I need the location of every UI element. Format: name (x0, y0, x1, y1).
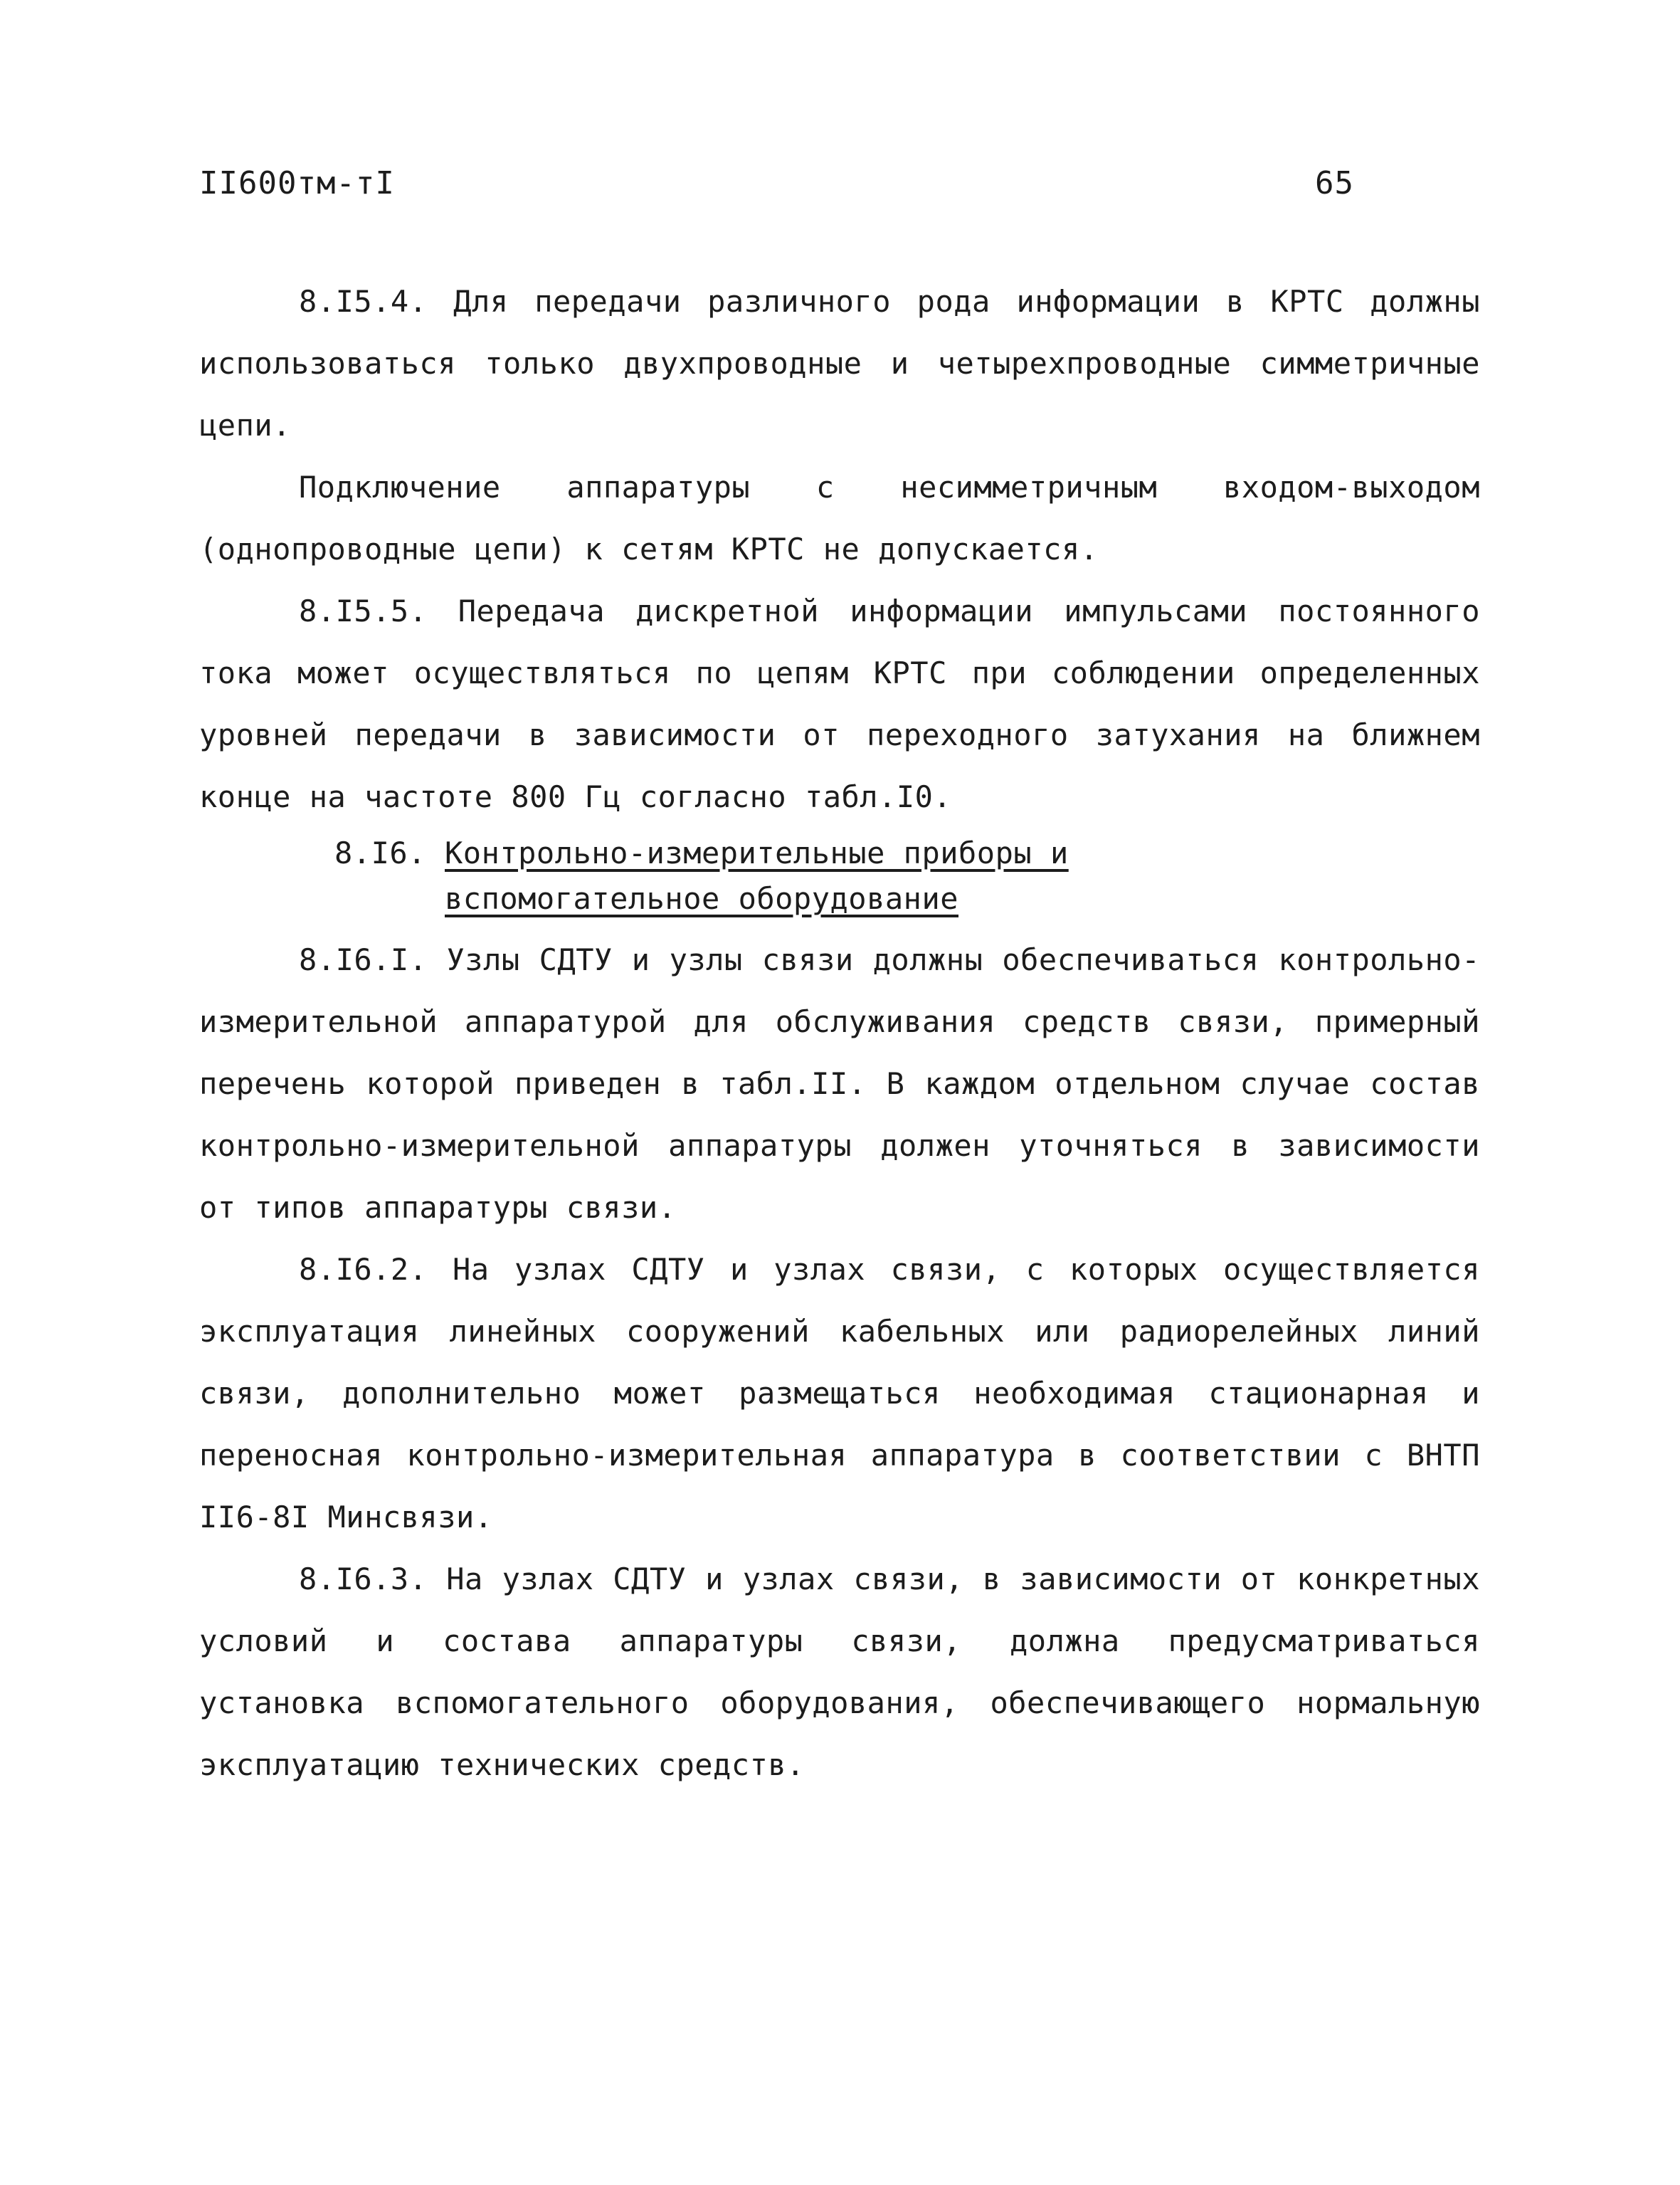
paragraph-8-15-4: 8.I5.4. Для передачи различного рода информации в КРТС должны использоваться только двухпроводные и четырехпроводные симметричные цепи. (199, 284, 1480, 443)
section-heading-8-16 (199, 831, 1480, 922)
section-title-line-1: Контрольно-измерительные приборы и (445, 836, 1069, 870)
section-title (445, 831, 1156, 922)
paragraph-8-15-5: 8.I5.5. Передача дискретной информации импульсами постоянного тока может осуществляться по цепям КРТС при соблюдении определенных уровней передачи в зависимости от переходного затухания на ближнем конце на частоте 800 Гц согласно табл.I0. (199, 594, 1480, 814)
paragraph-8-16-2: 8.I6.2. На узлах СДТУ и узлах связи, с которых осуществляется эксплуатация линейных сооружений кабельных или радиорелейных линий связи, дополнительно может размещаться необходимая стационарная и переносная контрольно-измерительная аппаратура в соответствии с ВНТП II6-8I Минсвязи. (199, 1252, 1480, 1534)
paragraph-8-15-4-continued: Подключение аппаратуры с несимметричным входом-выходом (однопроводные цепи) к сетям КРТС не допускается. (199, 470, 1480, 567)
document-code: II600тм-тI (199, 165, 395, 201)
body-text (199, 270, 1480, 1796)
page-number: 65 (1315, 165, 1354, 201)
page-header (199, 165, 1354, 208)
paragraph-8-16-3: 8.I6.3. На узлах СДТУ и узлах связи, в зависимости от конкретных условий и состава аппаратуры связи, должна предусматриваться установка вспомогательного оборудования, обеспечивающего нормальную эксплуатацию технических средств. (199, 1562, 1480, 1782)
section-number: 8.I6. (334, 836, 426, 870)
paragraph-8-16-1: 8.I6.I. Узлы СДТУ и узлы связи должны обеспечиваться контрольно-измерительной аппаратурой для обслуживания средств связи, примерный перечень которой приведен в табл.II. В каждом отдельном случае состав контрольно-измерительной аппаратуры должен уточняться в зависимости от типов аппаратуры связи. (199, 942, 1480, 1225)
section-title-line-2: вспомогательное оборудование (445, 881, 959, 916)
